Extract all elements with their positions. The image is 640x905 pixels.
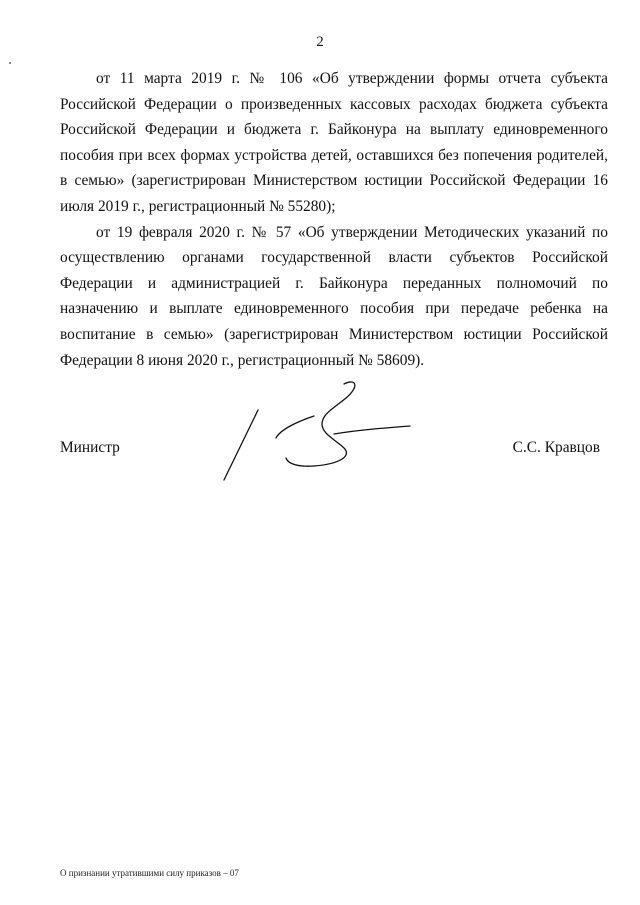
- signature-row: [60, 438, 600, 460]
- body-text: [60, 66, 608, 373]
- page-number: 2: [316, 34, 324, 50]
- footer-note: О признании утратившими силу приказов – 07: [60, 868, 239, 878]
- scan-speck: [9, 62, 11, 64]
- handwritten-signature: [218, 376, 418, 486]
- signer-name: С.С. Кравцов: [512, 439, 600, 456]
- paragraph-order-106: от 11 марта 2019 г. № 106 «Об утверждении формы отчета субъекта Российской Федерации о произведенных кассовых расходах бюджета субъекта Российской Федерации и бюджета г. Байконура на выплату единовременного пособия при всех формах устройства детей, оставшихся без попечения родителей, в семью» (зарегистрирован Министерством юстиции Российской Федерации 16 июля 2019 г., регистрационный № 55280);: [60, 70, 608, 215]
- paragraph-order-57: от 19 февраля 2020 г. № 57 «Об утверждении Методических указаний по осуществлению органами государственной власти субъектов Российской Федерации и администрацией г. Байконура переданных полномочий по назначению и выплате единовременного пособия при передаче ребенка на воспитание в семью» (зарегистрирован Министерством юстиции Российской Федерации 8 июня 2020 г., регистрационный № 58609).: [60, 223, 608, 369]
- signer-title: Министр: [60, 439, 120, 456]
